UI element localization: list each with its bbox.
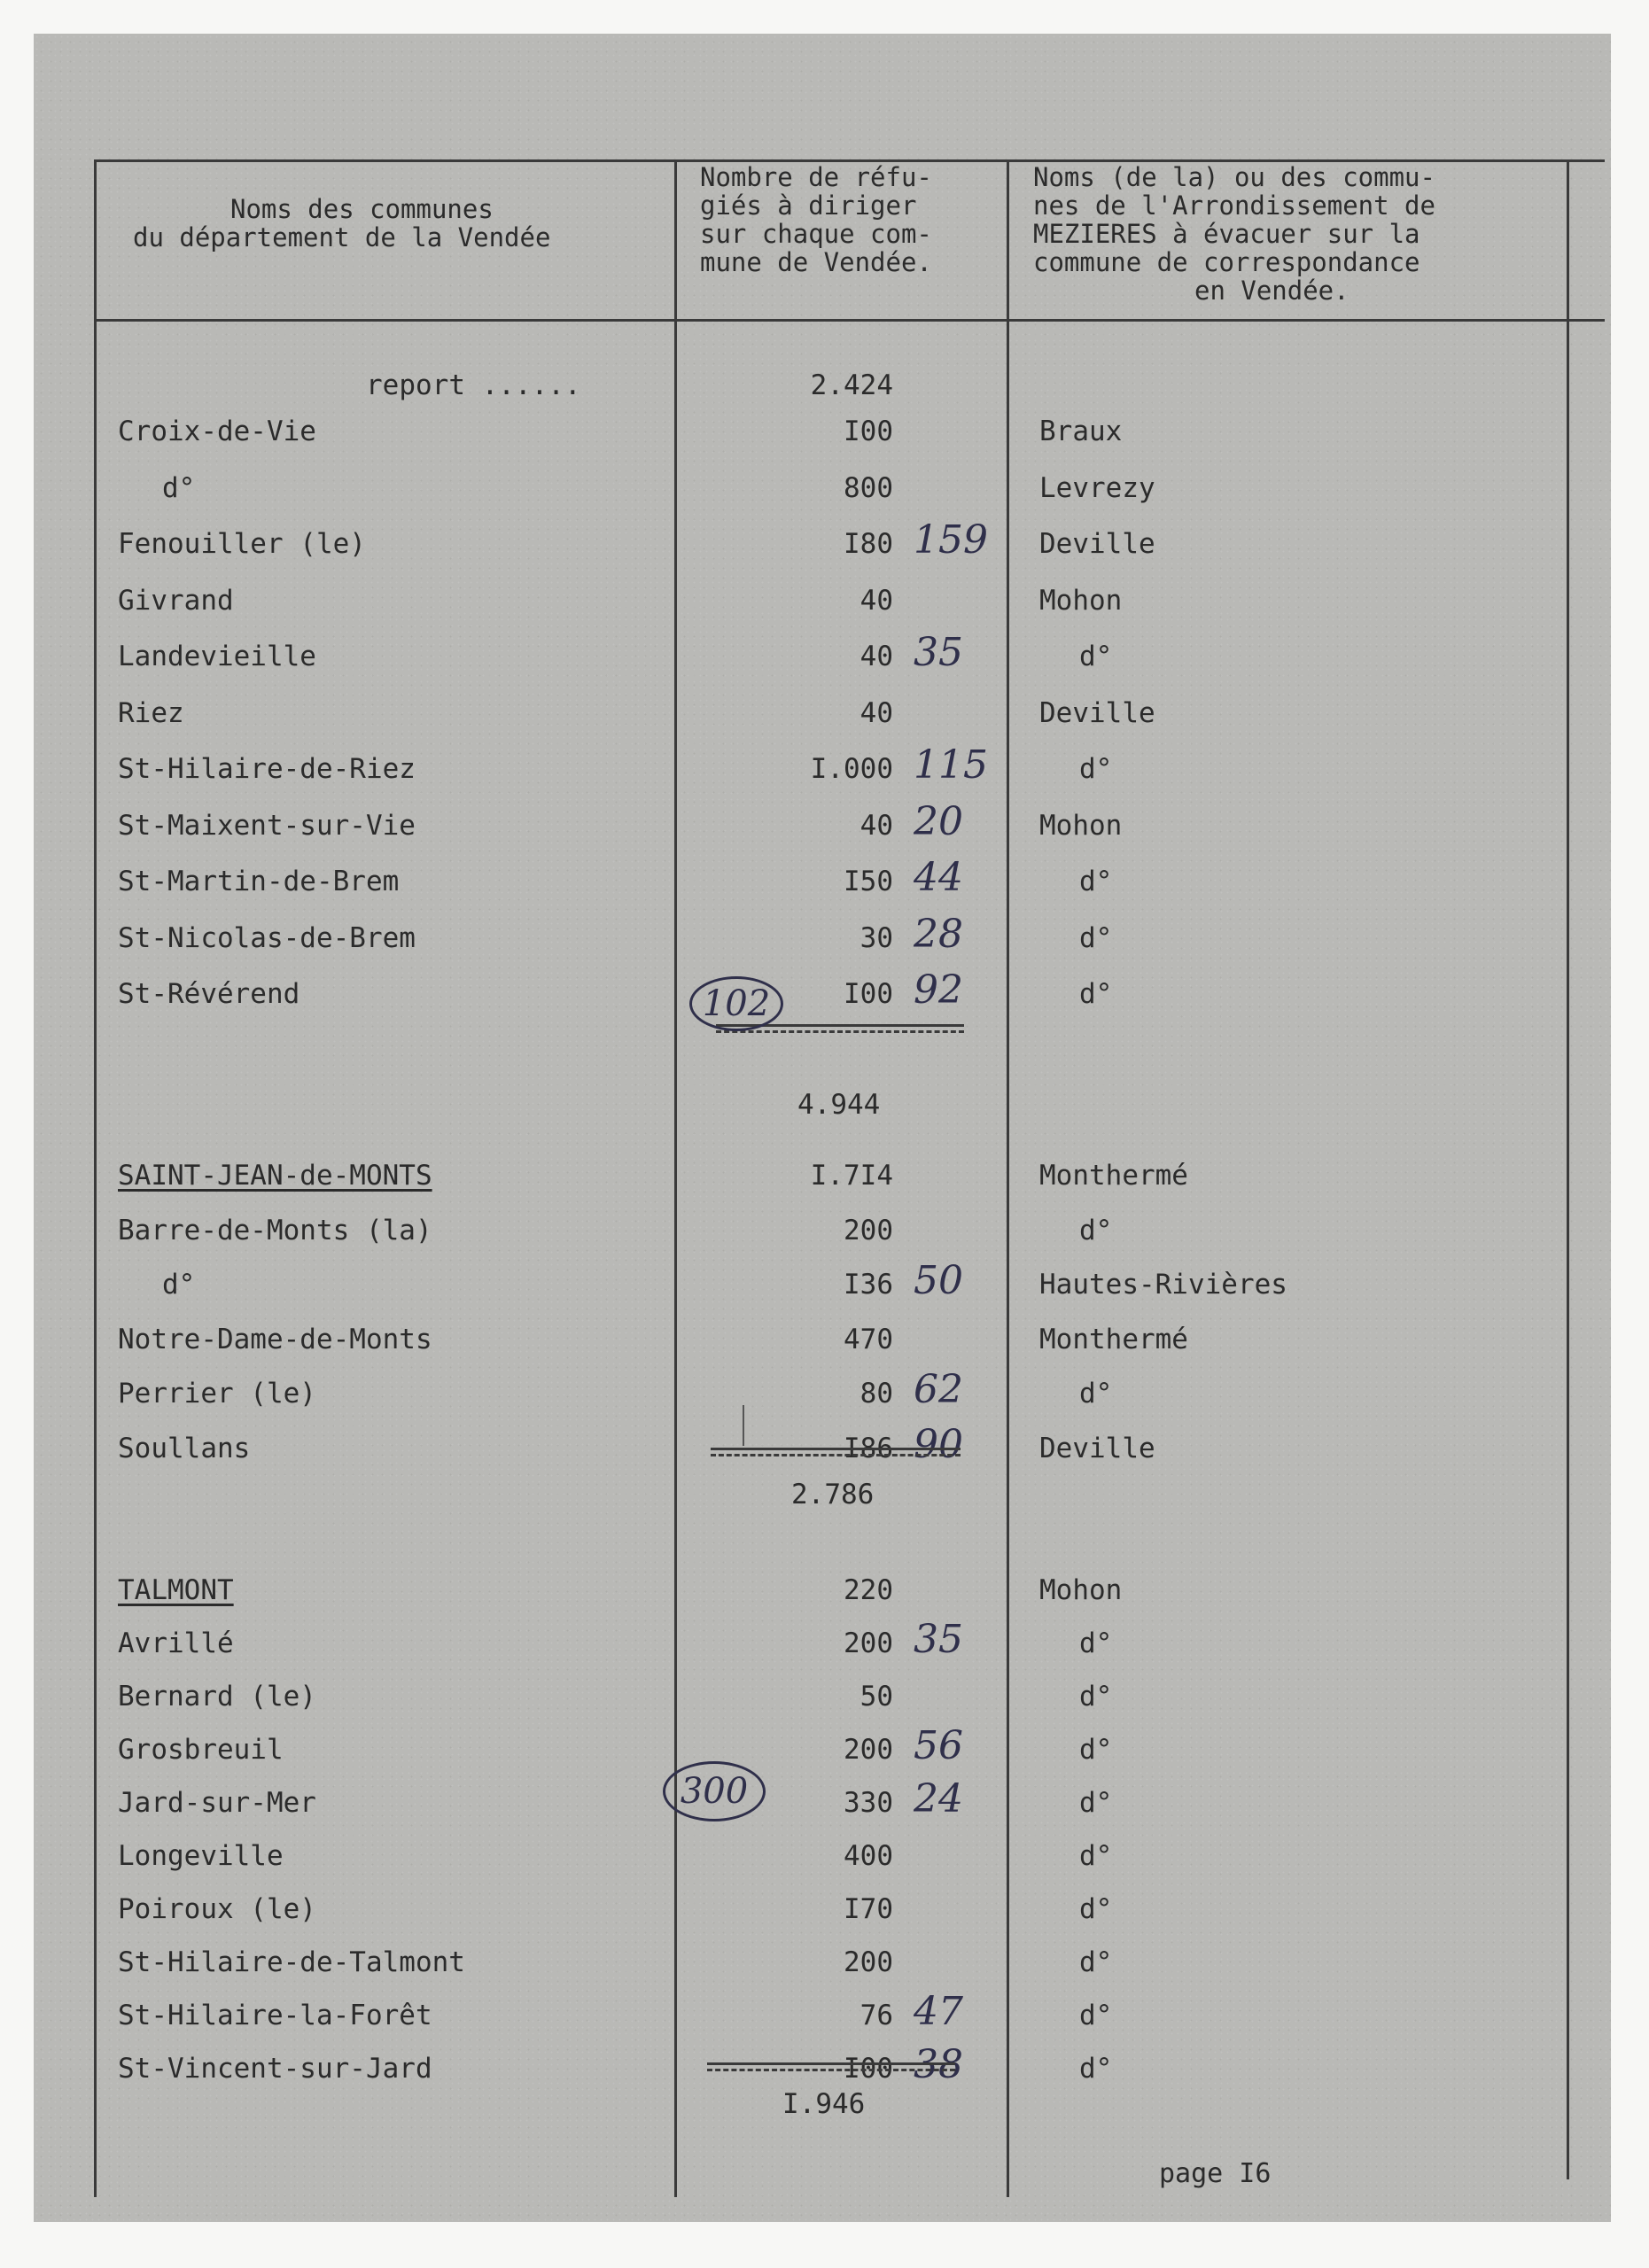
refugee-count: 200	[844, 1946, 893, 1978]
section3-total: I.946	[782, 2088, 866, 2120]
refugee-count: 40	[860, 641, 893, 672]
commune-name: Longeville	[118, 1840, 284, 1872]
commune-name: Jard-sur-Mer	[118, 1787, 316, 1819]
refugee-count: 400	[844, 1840, 893, 1872]
destination-commune: Deville	[1039, 528, 1155, 560]
destination-commune: d°	[1079, 1787, 1113, 1819]
handwritten-correction: 35	[914, 1617, 963, 1662]
commune-name: Perrier (le)	[118, 1378, 316, 1410]
header-col2-line: giés à diriger	[700, 190, 917, 221]
handwritten-correction: 159	[914, 517, 988, 563]
destination-commune: d°	[1079, 1378, 1113, 1410]
refugee-count: 40	[860, 584, 893, 617]
report-value: 2.424	[810, 369, 893, 401]
commune-name: Landevieille	[118, 641, 316, 672]
destination-commune: Braux	[1039, 416, 1123, 447]
refugee-count: I86	[844, 1432, 893, 1464]
table-right-border	[1567, 159, 1569, 2179]
commune-name: Riez	[118, 696, 184, 729]
destination-commune: d°	[1079, 978, 1113, 1010]
handwritten-correction: 115	[914, 742, 988, 788]
refugee-count: 200	[844, 1734, 893, 1766]
handwritten-correction: 50	[914, 1258, 963, 1303]
commune-name: SAINT-JEAN-de-MONTS	[118, 1160, 432, 1192]
refugee-count: I70	[844, 1893, 893, 1925]
header-col3-line: nes de l'Arrondissement de	[1033, 190, 1435, 221]
commune-name: St-Hilaire-de-Riez	[118, 753, 416, 785]
commune-name: St-Nicolas-de-Brem	[118, 921, 416, 954]
refugee-count: I80	[844, 528, 893, 560]
refugee-count: 40	[860, 809, 893, 842]
total-rule-3	[707, 2062, 955, 2071]
destination-commune: d°	[1079, 641, 1113, 672]
handwritten-correction: 90	[914, 1421, 963, 1467]
column-divider-1	[674, 159, 677, 2197]
section2-total: 2.786	[791, 1479, 875, 1511]
destination-commune: Mohon	[1039, 809, 1123, 842]
destination-commune: d°	[1079, 1214, 1113, 1247]
circled-note-102: 102	[689, 976, 783, 1031]
destination-commune: Levrezy	[1039, 471, 1155, 504]
destination-commune: d°	[1079, 1681, 1113, 1713]
refugee-count: 330	[844, 1787, 893, 1819]
refugee-count: I.000	[810, 753, 893, 785]
refugee-count: 800	[844, 471, 893, 504]
section1-total: 4.944	[797, 1089, 881, 1121]
commune-name: d°	[162, 1269, 196, 1301]
refugee-count: 470	[844, 1323, 893, 1355]
commune-name: St-Martin-de-Brem	[118, 866, 400, 897]
handwritten-correction: 62	[914, 1367, 963, 1412]
header-bottom-border	[94, 319, 1605, 322]
column-divider-2	[1007, 159, 1009, 2197]
header-col3-line: commune de correspondance	[1033, 247, 1420, 277]
refugee-count: 220	[844, 1574, 893, 1606]
handwritten-correction: 47	[914, 1989, 963, 2034]
handwritten-correction: 38	[914, 2042, 963, 2087]
handwritten-correction: 24	[914, 1776, 963, 1821]
commune-name: Avrillé	[118, 1627, 234, 1659]
refugee-count: I00	[844, 2053, 893, 2085]
header-col2-line: Nombre de réfu-	[700, 162, 932, 192]
header-col3-line: MEZIERES à évacuer sur la	[1033, 219, 1420, 249]
refugee-count: 200	[844, 1627, 893, 1659]
destination-commune: d°	[1079, 1840, 1113, 1872]
header-col1-line: Noms des communes	[230, 194, 494, 224]
refugee-count: I00	[844, 416, 893, 447]
document-sheet	[34, 34, 1611, 2222]
commune-name: Poiroux (le)	[118, 1893, 316, 1925]
refugee-count: 40	[860, 696, 893, 729]
refugee-count: 30	[860, 921, 893, 954]
commune-name: d°	[162, 471, 196, 504]
refugee-count: 76	[860, 2000, 893, 2031]
commune-name: St-Hilaire-de-Talmont	[118, 1946, 465, 1978]
destination-commune: d°	[1079, 2053, 1113, 2085]
refugee-count: 80	[860, 1378, 893, 1410]
handwritten-correction: 35	[914, 630, 963, 675]
table-left-border	[94, 159, 97, 2197]
destination-commune: d°	[1079, 753, 1113, 785]
destination-commune: Deville	[1039, 1432, 1155, 1464]
total-rule-2	[711, 1448, 961, 1456]
commune-name: TALMONT	[118, 1574, 234, 1606]
header-col1-line: du département de la Vendée	[133, 222, 551, 252]
commune-name: Bernard (le)	[118, 1681, 316, 1713]
destination-commune: d°	[1079, 921, 1113, 954]
header-col2-line: mune de Vendée.	[700, 247, 932, 277]
circled-note-300: 300	[663, 1761, 766, 1821]
destination-commune: d°	[1079, 866, 1113, 897]
commune-name: Soullans	[118, 1432, 251, 1464]
destination-commune: d°	[1079, 1734, 1113, 1766]
handwritten-correction: 20	[914, 798, 963, 844]
commune-name: St-Vincent-sur-Jard	[118, 2053, 432, 2085]
commune-name: Fenouiller (le)	[118, 528, 366, 560]
commune-name: Notre-Dame-de-Monts	[118, 1323, 432, 1355]
handwritten-correction: 28	[914, 911, 963, 957]
destination-commune: Mohon	[1039, 584, 1123, 617]
refugee-count: I00	[844, 978, 893, 1010]
destination-commune: Hautes-Rivières	[1039, 1269, 1287, 1301]
header-col3-line: en Vendée.	[1194, 276, 1350, 306]
commune-name: St-Maixent-sur-Vie	[118, 809, 416, 842]
destination-commune: Monthermé	[1039, 1160, 1188, 1192]
handwritten-correction: 56	[914, 1723, 963, 1768]
refugee-count: I36	[844, 1269, 893, 1301]
pencil-mark	[743, 1405, 744, 1446]
handwritten-correction: 44	[914, 855, 963, 900]
refugee-count: I50	[844, 866, 893, 897]
commune-name: St-Révérend	[118, 978, 300, 1010]
refugee-count: I.7I4	[810, 1160, 893, 1192]
destination-commune: Deville	[1039, 696, 1155, 729]
commune-name: Grosbreuil	[118, 1734, 284, 1766]
refugee-count: 50	[860, 1681, 893, 1713]
report-label: report ......	[366, 369, 581, 401]
commune-name: Barre-de-Monts (la)	[118, 1214, 432, 1247]
destination-commune: d°	[1079, 1946, 1113, 1978]
refugee-count: 200	[844, 1214, 893, 1247]
commune-name: Givrand	[118, 584, 234, 617]
header-col2-line: sur chaque com-	[700, 219, 932, 249]
destination-commune: Monthermé	[1039, 1323, 1188, 1355]
destination-commune: d°	[1079, 1893, 1113, 1925]
commune-name: Croix-de-Vie	[118, 416, 316, 447]
header-col3-line: Noms (de la) ou des commu-	[1033, 162, 1435, 192]
destination-commune: d°	[1079, 1627, 1113, 1659]
handwritten-correction: 92	[914, 967, 963, 1013]
destination-commune: d°	[1079, 2000, 1113, 2031]
destination-commune: Mohon	[1039, 1574, 1123, 1606]
page-number: page I6	[1159, 2158, 1272, 2189]
commune-name: St-Hilaire-la-Forêt	[118, 2000, 432, 2031]
